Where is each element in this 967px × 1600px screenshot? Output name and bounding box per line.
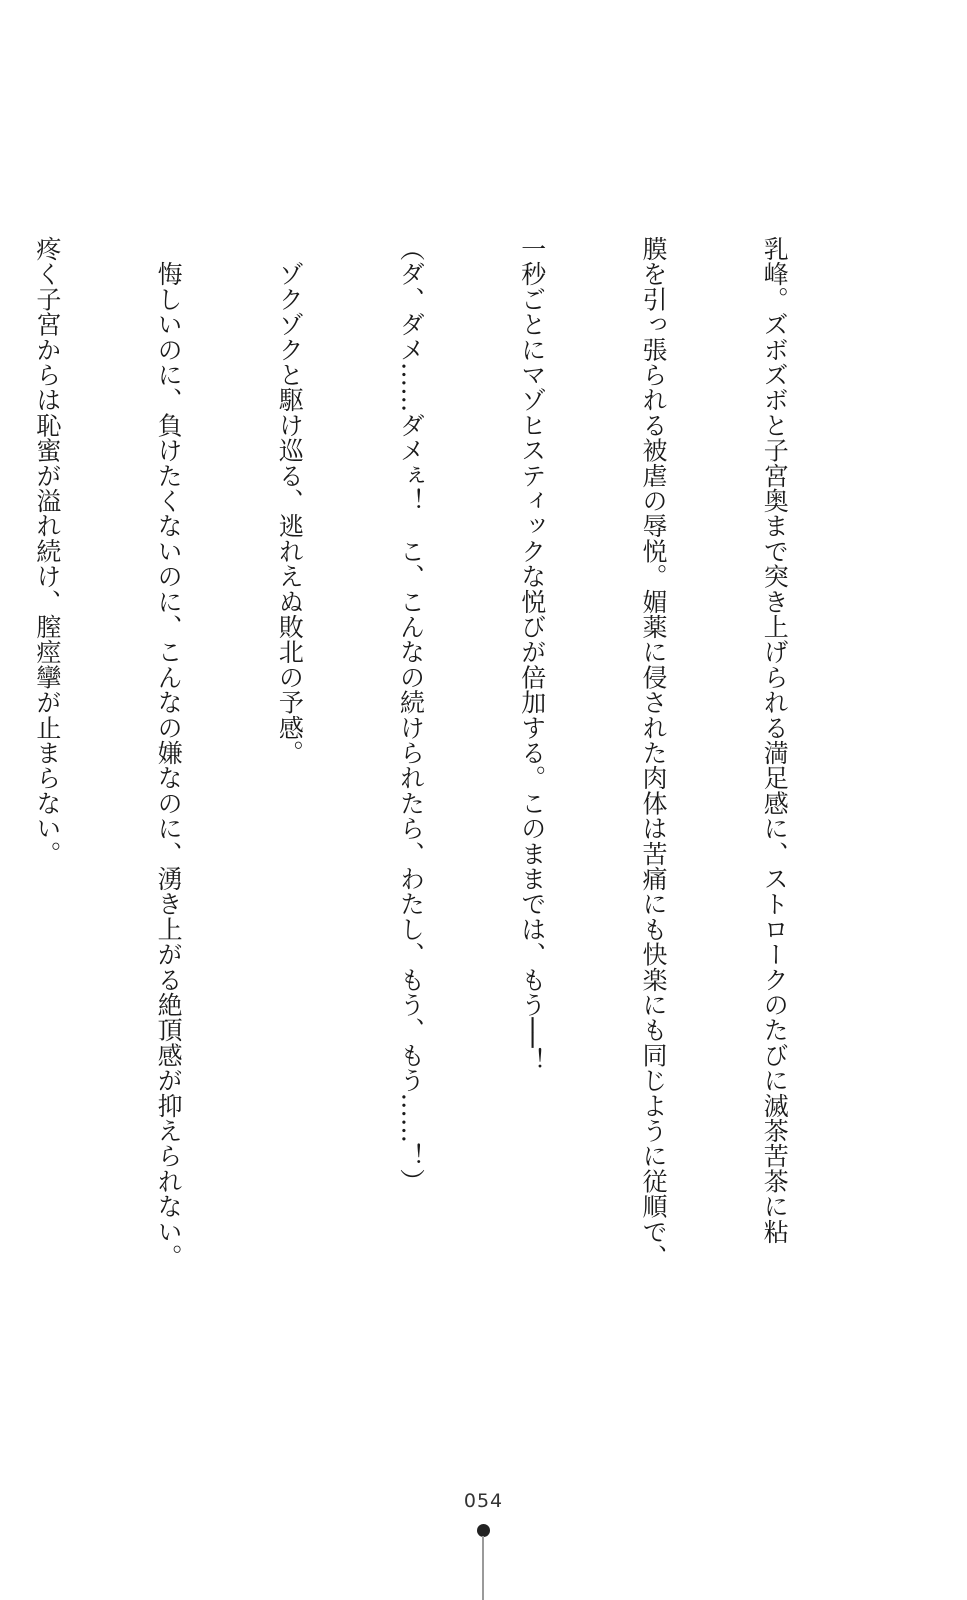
body-text bbox=[0, 236, 875, 1316]
text-line: 乳峰。ズボズボと子宮奥まで突き上げられる満足感に、ストロークのたびに滅茶苦茶に粘 bbox=[760, 236, 790, 1244]
text-line: 膜を引っ張られる被虐の辱悦。媚薬に侵された肉体は苦痛にも快楽にも同じように従順で、 bbox=[638, 236, 668, 1270]
page-number: 054 bbox=[463, 1490, 504, 1512]
text-line: 一秒ごとにマゾヒスティックな悦びが倍加する。このままでは、もう──！ bbox=[517, 236, 547, 1073]
text-line: ゾクゾクと駆け巡る、逃れえぬ敗北の予感。 bbox=[275, 236, 305, 766]
text-line: （ダ、ダメ……ダメぇ！ こ、こんなの続けられたら、わたし、もう、もう……！） bbox=[396, 236, 426, 1194]
text-line: 悔しいのに、負けたくないのに、こんなの嫌なのに、湧き上がる絶頂感が抑えられない。 bbox=[154, 236, 184, 1270]
text-line: 疼く子宮からは恥蜜が溢れ続け、膣痙攣が止まらない。 bbox=[32, 236, 62, 866]
page-marker-rule bbox=[482, 1536, 484, 1600]
